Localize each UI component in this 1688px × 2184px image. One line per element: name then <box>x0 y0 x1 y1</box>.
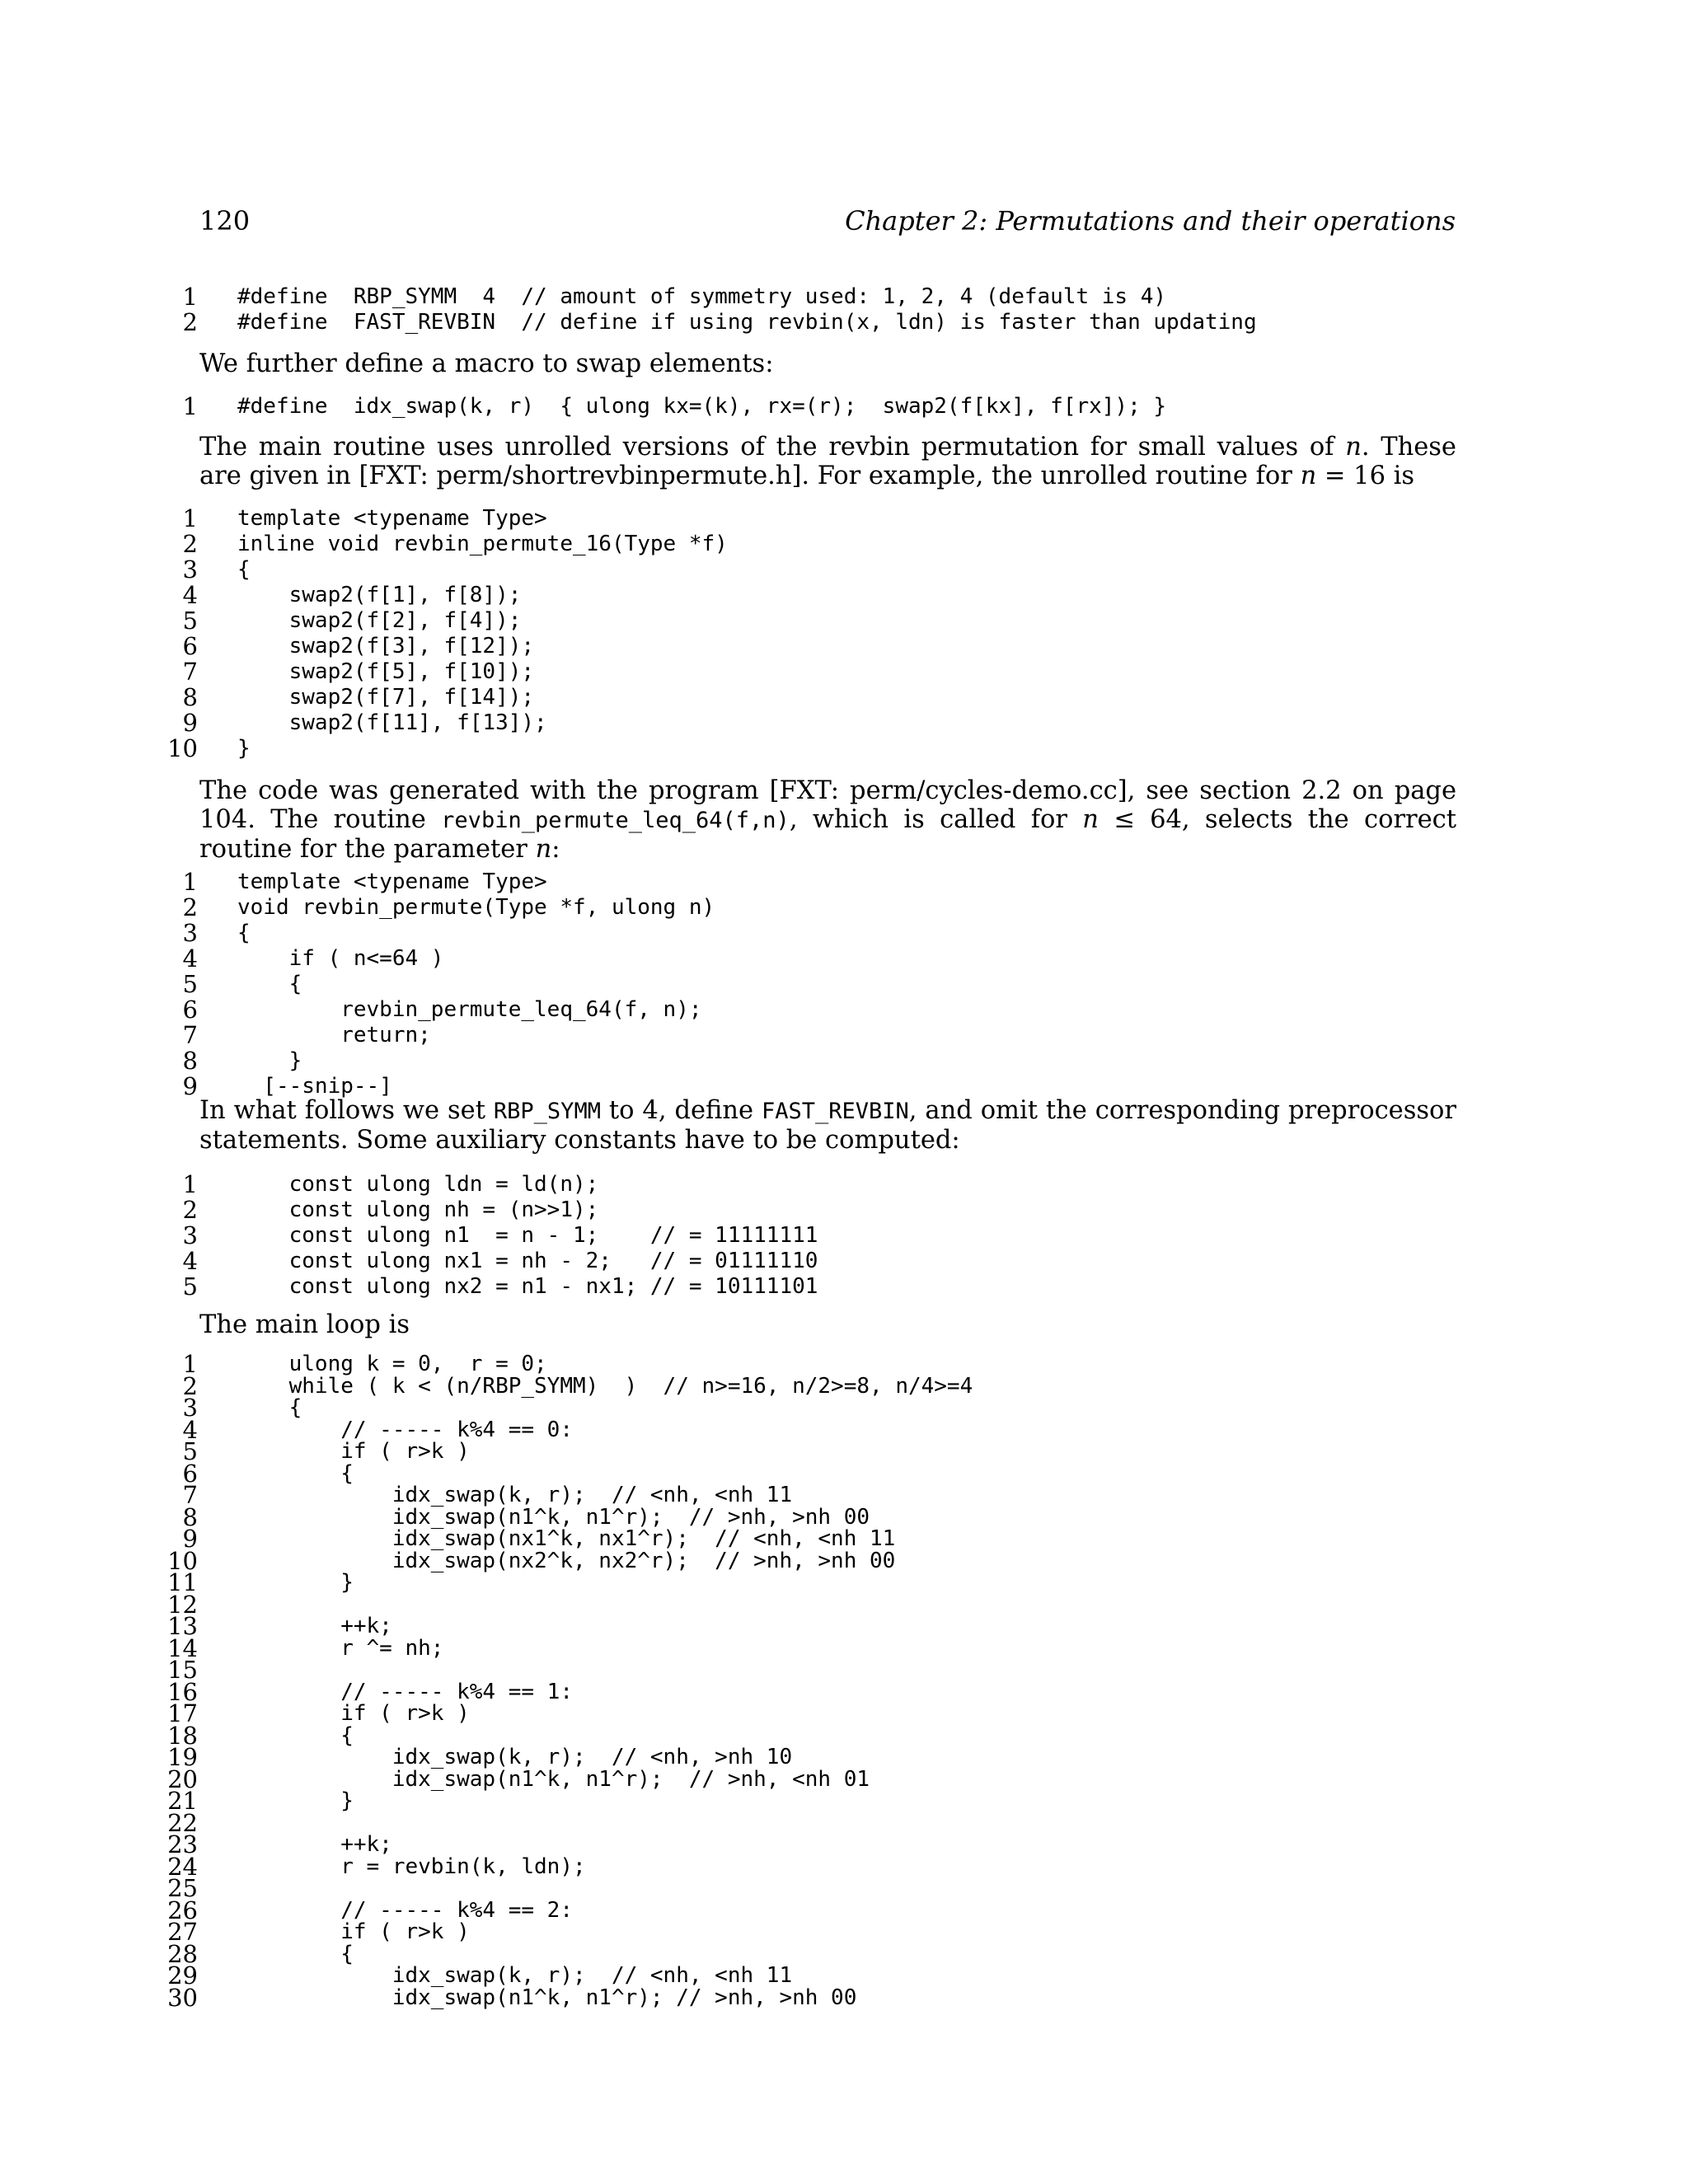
code-text: [--snip--] <box>237 1074 392 1099</box>
code-text: idx_swap(k, r); // <nh, >nh 10 <box>237 1745 793 1769</box>
line-number: 3 <box>182 1221 198 1249</box>
code-text: { <box>237 972 302 996</box>
code-line <box>0 1590 1688 1619</box>
code-text: template <typename Type> <box>237 869 547 894</box>
paragraph-text: The main loop is <box>199 1310 410 1339</box>
code-text: const ulong nh = (n>>1); <box>237 1197 599 1222</box>
code-text: while ( k < (n/RBP_SYMM) ) // n>=16, n/2>=8, n/4>=4 <box>237 1373 973 1399</box>
line-number: 18 <box>167 1721 198 1750</box>
code-line <box>0 1896 1688 1924</box>
code-line <box>0 394 1688 419</box>
line-number: 30 <box>167 1983 198 2012</box>
code-text: } <box>237 1048 302 1073</box>
line-number: 7 <box>182 1021 198 1049</box>
code-text: ++k; <box>237 1614 392 1638</box>
code-line <box>0 310 1688 335</box>
line-number: 9 <box>182 1525 198 1553</box>
code-text: swap2(f[5], f[10]); <box>237 659 535 684</box>
line-number: 23 <box>167 1830 198 1858</box>
line-number: 13 <box>167 1612 198 1640</box>
code-line <box>0 869 1688 895</box>
line-number: 5 <box>182 970 198 998</box>
line-number: 3 <box>182 1394 198 1422</box>
code-text: } <box>237 736 251 761</box>
code-line <box>0 1939 1688 1968</box>
text-run: to 4, define <box>600 1096 762 1125</box>
paragraph-main-routine <box>199 433 1456 490</box>
code-main-loop <box>0 1350 1688 2012</box>
paragraph-what-follows <box>199 1096 1456 1155</box>
line-number: 22 <box>167 1808 198 1837</box>
line-number: 2 <box>182 530 198 558</box>
line-number: 4 <box>182 1247 198 1275</box>
line-number: 1 <box>182 868 198 896</box>
line-number: 10 <box>167 734 198 762</box>
code-line <box>0 1394 1688 1422</box>
code-line <box>0 583 1688 608</box>
line-number: 1 <box>182 504 198 532</box>
line-number: 19 <box>167 1743 198 1771</box>
code-text: #define RBP_SYMM 4 // amount of symmetry used: 1, 2, 4 (default is 4) <box>237 284 1167 309</box>
text-run: = 16 is <box>1316 462 1415 490</box>
code-line <box>0 557 1688 583</box>
code-line <box>0 1808 1688 1837</box>
code-text: void revbin_permute(Type *f, ulong n) <box>237 895 715 920</box>
line-number: 8 <box>182 683 198 711</box>
code-text: // ----- k%4 == 0: <box>237 1417 573 1442</box>
code-line <box>0 1048 1688 1074</box>
code-line <box>0 1481 1688 1509</box>
code-defines <box>0 284 1688 335</box>
code-text: } <box>237 1788 354 1813</box>
inline-code: revbin_permute_leq_64(f,n) <box>441 808 790 833</box>
code-line <box>0 895 1688 921</box>
code-line <box>0 1546 1688 1575</box>
code-text: const ulong n1 = n - 1; // = 11111111 <box>237 1223 818 1248</box>
text-run: The main routine uses unrolled versions of the revbin permutation for small values of <box>199 433 1346 462</box>
code-line <box>0 1459 1688 1488</box>
code-line <box>0 736 1688 762</box>
code-revbin-permute-16 <box>0 506 1688 762</box>
code-line <box>0 1172 1688 1197</box>
code-text: inline void revbin_permute_16(Type *f) <box>237 532 728 556</box>
text-run: , which is called for <box>789 805 1083 834</box>
paragraph-text: We further define a macro to swap elements: <box>199 349 774 378</box>
code-line <box>0 1656 1688 1684</box>
line-number: 6 <box>182 1459 198 1488</box>
code-line <box>0 997 1688 1023</box>
line-number: 8 <box>182 1047 198 1075</box>
code-line <box>0 1197 1688 1223</box>
code-line <box>0 1830 1688 1858</box>
line-number: 2 <box>182 1196 198 1224</box>
code-line <box>0 1023 1688 1048</box>
code-text: revbin_permute_leq_64(f, n); <box>237 997 702 1022</box>
code-text: swap2(f[3], f[12]); <box>237 634 535 658</box>
text-run: The code was generated with the program [FXT: perm/cycles-demo.cc], see section 2.2 on page 104. The routine <box>199 776 1456 834</box>
code-line <box>0 946 1688 972</box>
code-text: if ( r>k ) <box>237 1439 470 1464</box>
line-number: 4 <box>182 944 198 972</box>
code-line <box>0 972 1688 997</box>
math-var: n <box>1082 805 1099 834</box>
line-number: 5 <box>182 1272 198 1301</box>
line-number: 4 <box>182 581 198 609</box>
code-line <box>0 1415 1688 1444</box>
code-line <box>0 1274 1688 1300</box>
code-line <box>0 685 1688 710</box>
line-number: 20 <box>167 1765 198 1793</box>
line-number: 1 <box>182 1170 198 1198</box>
code-line <box>0 532 1688 557</box>
text-run: . These are given in [FXT: perm/shortrevbinpermute.h]. For example, the unrolled routine for <box>199 433 1456 490</box>
line-number: 6 <box>182 632 198 660</box>
code-line <box>0 1502 1688 1531</box>
code-line <box>0 1874 1688 1902</box>
line-number: 25 <box>167 1874 198 1902</box>
text-run: ≤ 64, selects the correct routine for the parameter <box>199 805 1456 864</box>
line-number: 5 <box>182 607 198 635</box>
line-number: 1 <box>182 283 198 311</box>
code-line <box>0 1918 1688 1946</box>
line-number: 14 <box>167 1633 198 1662</box>
line-number: 21 <box>167 1787 198 1815</box>
code-text: idx_swap(n1^k, n1^r); // >nh, >nh 00 <box>237 1985 857 2010</box>
paragraph-code-generated <box>199 776 1456 864</box>
line-number: 27 <box>167 1918 198 1946</box>
code-line <box>0 1721 1688 1750</box>
code-text: return; <box>237 1023 431 1047</box>
code-line <box>0 506 1688 532</box>
code-text: swap2(f[1], f[8]); <box>237 583 522 607</box>
code-text: } <box>237 1570 354 1595</box>
text-run: In what follows we set <box>199 1096 494 1125</box>
code-text: { <box>237 1941 354 1966</box>
line-number: 24 <box>167 1852 198 1881</box>
code-text: { <box>237 1722 354 1748</box>
code-text: if ( r>k ) <box>237 1919 470 1944</box>
math-var: n <box>535 835 552 864</box>
code-line <box>0 1525 1688 1553</box>
code-constants <box>0 1172 1688 1300</box>
code-text: swap2(f[2], f[4]); <box>237 608 522 633</box>
line-number: 5 <box>182 1437 198 1465</box>
code-line <box>0 1961 1688 1990</box>
code-text: if ( r>k ) <box>237 1701 470 1726</box>
inline-code: RBP_SYMM <box>493 1099 601 1124</box>
line-number: 17 <box>167 1699 198 1727</box>
code-text: // ----- k%4 == 1: <box>237 1679 573 1704</box>
code-line <box>0 921 1688 946</box>
line-number: 2 <box>182 893 198 921</box>
code-line <box>0 1983 1688 2012</box>
code-line <box>0 1633 1688 1662</box>
code-text: const ulong ldn = ld(n); <box>237 1172 599 1197</box>
chapter-title: Chapter 2: Permutations and their operations <box>845 205 1456 237</box>
code-text: { <box>237 1460 354 1486</box>
line-number: 28 <box>167 1939 198 1968</box>
line-number: 1 <box>182 392 198 420</box>
code-text: { <box>237 557 251 582</box>
code-line <box>0 1249 1688 1274</box>
math-var: n <box>1300 462 1317 490</box>
code-line <box>0 1852 1688 1881</box>
code-text: swap2(f[11], f[13]); <box>237 710 547 735</box>
line-number: 7 <box>182 658 198 686</box>
code-line <box>0 1765 1688 1793</box>
code-line <box>0 1677 1688 1706</box>
code-line <box>0 1612 1688 1640</box>
inline-code: FAST_REVBIN <box>761 1099 909 1124</box>
code-text: idx_swap(nx1^k, nx1^r); // <nh, <nh 11 <box>237 1526 896 1551</box>
line-number: 12 <box>167 1590 198 1619</box>
code-line <box>0 608 1688 634</box>
line-number: 16 <box>167 1677 198 1706</box>
line-number: 8 <box>182 1502 198 1531</box>
line-number: 4 <box>182 1415 198 1444</box>
code-text: idx_swap(n1^k, n1^r); // >nh, >nh 00 <box>237 1504 870 1530</box>
line-number: 26 <box>167 1896 198 1924</box>
code-line <box>0 1787 1688 1815</box>
code-idx-swap-macro <box>0 394 1688 419</box>
code-line <box>0 634 1688 659</box>
code-text: r ^= nh; <box>237 1635 444 1661</box>
code-line <box>0 284 1688 310</box>
line-number: 29 <box>167 1961 198 1990</box>
line-number: 15 <box>167 1656 198 1684</box>
line-number: 9 <box>182 709 198 737</box>
line-number: 11 <box>167 1568 198 1596</box>
code-text: idx_swap(nx2^k, nx2^r); // >nh, >nh 00 <box>237 1548 896 1573</box>
code-line <box>0 1699 1688 1727</box>
paragraph-swap-macro <box>199 349 1456 378</box>
line-number: 10 <box>167 1546 198 1575</box>
code-text: idx_swap(n1^k, n1^r); // >nh, <nh 01 <box>237 1766 870 1792</box>
line-number: 9 <box>182 1072 198 1100</box>
code-text: const ulong nx2 = n1 - nx1; // = 10111101 <box>237 1274 818 1299</box>
text-run: , and omit the corresponding preprocessor statements. Some auxiliary constants have to be computed: <box>199 1096 1456 1155</box>
line-number: 3 <box>182 555 198 583</box>
code-text: #define idx_swap(k, r) { ulong kx=(k), rx=(r); swap2(f[kx], f[rx]); } <box>237 394 1167 419</box>
code-line <box>0 1568 1688 1596</box>
line-number: 2 <box>182 308 198 336</box>
code-text: // ----- k%4 == 2: <box>237 1897 573 1923</box>
line-number: 7 <box>182 1481 198 1509</box>
code-line <box>0 1350 1688 1378</box>
code-line <box>0 1223 1688 1249</box>
line-number: 6 <box>182 996 198 1024</box>
code-text: ulong k = 0, r = 0; <box>237 1352 547 1376</box>
page-number: 120 <box>199 205 251 237</box>
paragraph-main-loop <box>199 1310 1456 1339</box>
code-text: if ( n<=64 ) <box>237 946 444 971</box>
line-number: 2 <box>182 1371 198 1400</box>
code-line <box>0 1437 1688 1465</box>
code-text: template <typename Type> <box>237 506 547 531</box>
line-number: 3 <box>182 919 198 947</box>
code-text: const ulong nx1 = nh - 2; // = 01111110 <box>237 1249 818 1273</box>
code-line <box>0 659 1688 685</box>
code-line <box>0 1743 1688 1771</box>
code-text: { <box>237 1395 302 1420</box>
math-var: n <box>1345 433 1362 462</box>
code-text: { <box>237 921 251 945</box>
code-text: idx_swap(k, r); // <nh, <nh 11 <box>237 1483 793 1507</box>
code-text: #define FAST_REVBIN // define if using revbin(x, ldn) is faster than updating <box>237 310 1257 335</box>
code-revbin-permute <box>0 869 1688 1099</box>
code-line <box>0 1371 1688 1400</box>
code-text: ++k; <box>237 1832 392 1857</box>
code-text: idx_swap(k, r); // <nh, <nh 11 <box>237 1963 793 1988</box>
code-text: swap2(f[7], f[14]); <box>237 685 535 710</box>
line-number: 1 <box>182 1350 198 1378</box>
code-text: r = revbin(k, ldn); <box>237 1854 586 1879</box>
code-line <box>0 710 1688 736</box>
text-run: : <box>551 835 560 864</box>
